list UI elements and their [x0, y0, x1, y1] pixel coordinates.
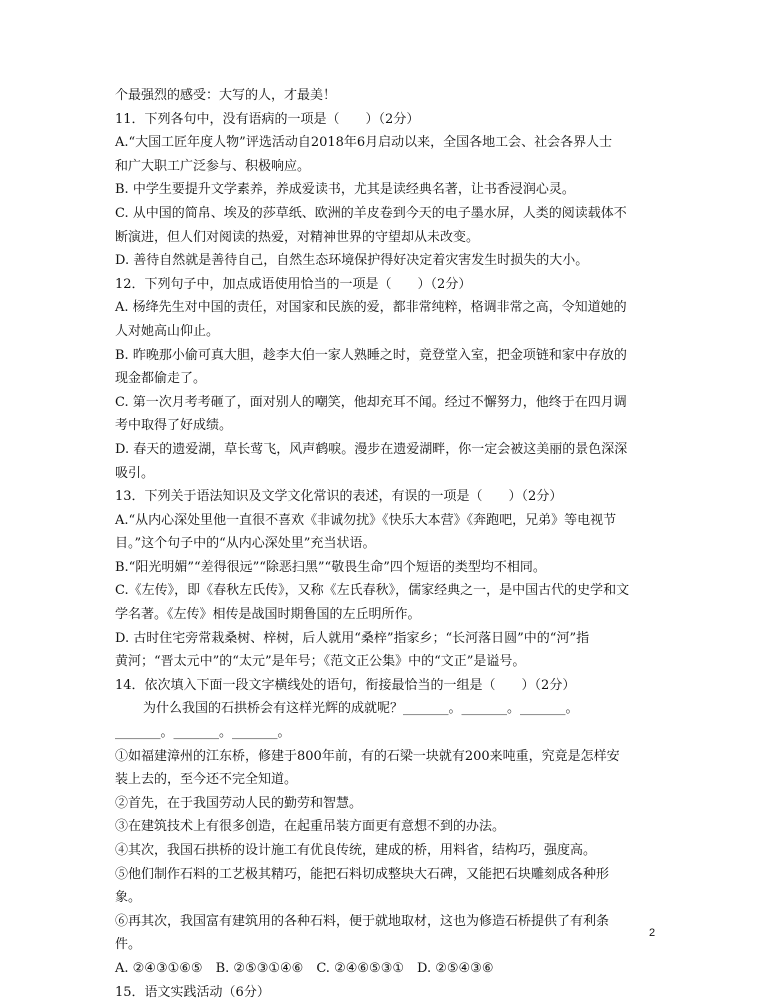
page-number: 2	[649, 927, 656, 939]
question-12-stem: 12．下列句子中，加点成语使用恰当的一项是（ ）（2分）	[115, 276, 472, 292]
option-c-continuation: 学名著。《左传》相传是战国时期鲁国的左丘明所作。	[115, 607, 421, 623]
option-c-line: C.《左传》，即《春秋左氏传》，又称《左氏春秋》，儒家经典之一，是中国古代的史学和文	[115, 583, 630, 599]
option-a-line: A.“大国工匠年度人物”评选活动自2018年6月启动以来，全国各地工会、社会各界人士	[115, 135, 613, 151]
question-15-stem: 15．语文实践活动（6分）	[115, 984, 270, 1000]
option-d-continuation: 吸引。	[115, 465, 155, 481]
option-a-continuation: 人对她高山仰止。	[115, 323, 220, 339]
option-b-continuation: 现金都偷走了。	[115, 371, 207, 387]
option-c-continuation: 断演进，但人们对阅读的热爱，对精神世界的守望却从未改变。	[115, 229, 480, 245]
sentence-6-continuation: 件。	[115, 937, 142, 953]
sentence-1-continuation: 装上去的，至今还不完全知道。	[115, 772, 298, 788]
option-b-line: B.“阳光明媚”“差得很远”“除恶扫黑”“敬畏生命”四个短语的类型均不相同。	[115, 559, 546, 575]
text-line: 个最强烈的感受：大写的人，才最美！	[115, 88, 337, 103]
option-d-line: D. 善待自然就是善待自己，自然生态环境保护得好决定着灾害发生时损失的大小。	[115, 253, 589, 269]
option-a-line: A.“从内心深处里他一直很不喜欢《非诚勿扰》《快乐大本营》《奔跑吧，兄弟》等电视节	[115, 512, 617, 528]
sentence-5: ⑤他们制作石料的工艺极其精巧，能把石料切成整块大石碑，又能把石块雕刻成各种形	[115, 866, 610, 882]
option-c-line: C. 从中国的简帛、埃及的莎草纸、欧洲的羊皮卷到今天的电子墨水屏，人类的阅读载体不	[115, 205, 627, 221]
option-d-line: D. 春天的遗爱湖，草长莺飞，风声鹤唳。漫步在遗爱湖畔，你一定会被这美丽的景色深深	[115, 441, 628, 457]
passage-blanks-line: _______。_______。_______。	[115, 725, 291, 741]
document-body	[115, 84, 660, 1004]
question-14-stem: 14．依次填入下面一段文字横线处的语句，衔接最恰当的一组是（ ）（2分）	[115, 677, 576, 693]
option-c-continuation: 考中取得了好成绩。	[115, 418, 233, 434]
sentence-4: ④其次，我国石拱桥的设计施工有优良传统，建成的桥，用料省，结构巧，强度高。	[115, 843, 597, 858]
sentence-1: ①如福建漳州的江东桥，修建于800年前，有的石梁一块就有200来吨重，究竟是怎样安	[115, 748, 620, 764]
question-13-stem: 13．下列关于语法知识及文学文化常识的表述，有误的一项是（ ）（2分）	[115, 489, 563, 505]
option-b-line: B. 昨晚那小偷可真大胆，趁李大伯一家人熟睡之时，竟登堂入室，把金项链和家中存放的	[115, 347, 627, 363]
option-a-line: A. 杨绛先生对中国的责任，对国家和民族的爱，都非常纯粹，格调非常之高，令知道她的	[115, 300, 627, 316]
option-c-line: C. 第一次月考考砸了，面对别人的嘲笑，他却充耳不闻。经过不懈努力，他终于在四月调	[115, 394, 627, 410]
option-a-continuation: 和广大职工广泛参与、积极响应。	[115, 158, 311, 174]
question-11-stem: 11．下列各句中，没有语病的一项是（ ）（2分）	[115, 111, 420, 127]
answer-options: A. ②④③①⑥⑤ B. ②⑤③①④⑥ C. ②④⑥⑤③① D. ②⑤④③⑥	[115, 960, 494, 976]
option-b-line: B. 中学生要提升文学素养，养成爱读书，尤其是读经典名著，让书香浸润心灵。	[115, 182, 575, 198]
sentence-5-continuation: 象。	[115, 890, 142, 906]
option-a-continuation: 目。”这个句子中的“从内心深处里”充当状语。	[115, 536, 376, 552]
option-d-continuation: 黄河；“晋太元中”的“太元”是年号；《范文正公集》中的“文正”是谥号。	[115, 654, 526, 670]
passage-line: 为什么我国的石拱桥会有这样光辉的成就呢？_______。_______。_______。	[143, 701, 579, 717]
sentence-2: ②首先，在于我国劳动人民的勤劳和智慧。	[115, 795, 363, 811]
option-d-line: D. 古时住宅旁常栽桑树、梓树，后人就用“桑梓”指家乡；“长河落日圆”中的“河”指	[115, 630, 590, 646]
sentence-3: ③在建筑技术上有很多创造，在起重吊装方面更有意想不到的办法。	[115, 819, 506, 835]
sentence-6: ⑥再其次，我国富有建筑用的各种石料，便于就地取材，这也为修造石桥提供了有利条	[115, 913, 610, 929]
